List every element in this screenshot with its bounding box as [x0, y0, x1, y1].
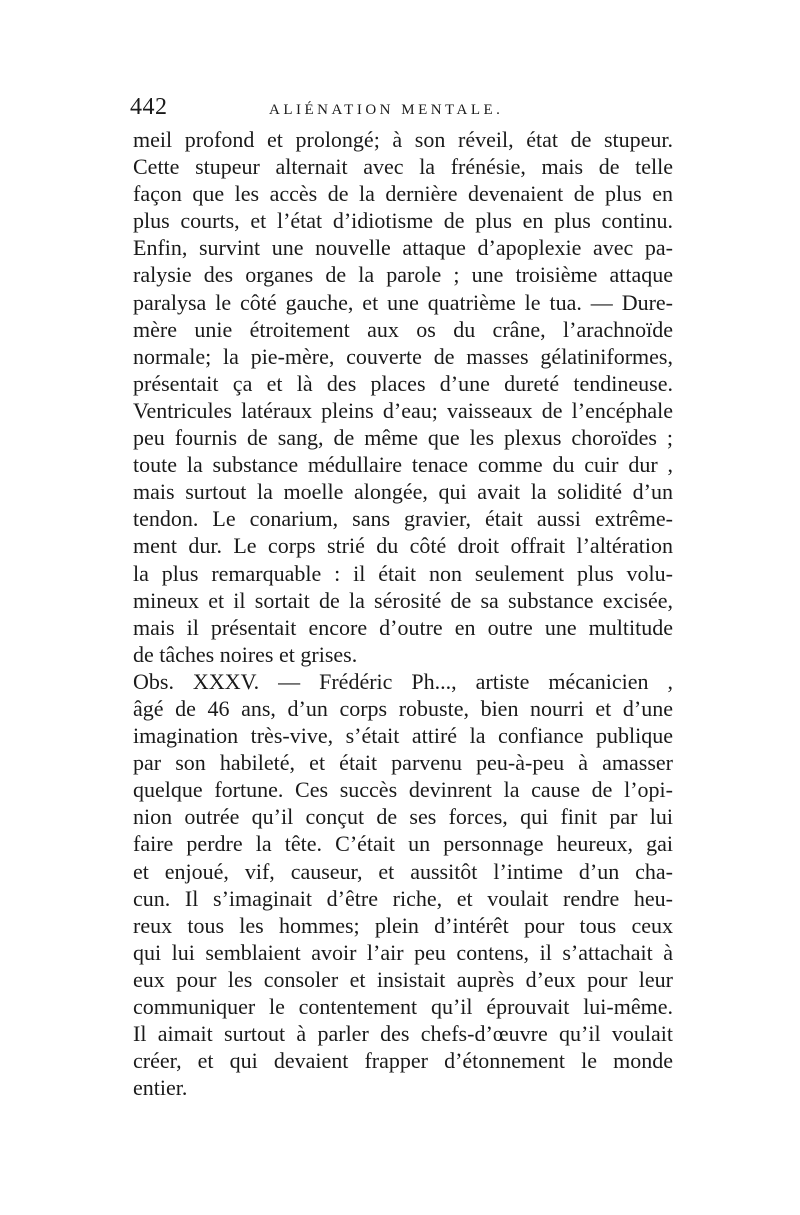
body-text [133, 126, 673, 1101]
text-line: présentait ça et là des places d’une dureté tendineuse. [133, 370, 673, 396]
text-line: communiquer le contentement qu’il éprouvait lui-même. [133, 994, 673, 1019]
text-line: normale; la pie-mère, couverte de masses gélatiniformes, [133, 343, 673, 369]
text-line: mais il présentait encore d’outre en outre une multitude [133, 614, 673, 640]
text-line: entier. [133, 1075, 188, 1101]
text-line: mineux et il sortait de la sérosité de sa substance excisée, [133, 587, 673, 613]
text-line: paralysa le côté gauche, et une quatrième le tua. — Dure- [133, 289, 673, 315]
text-line: la plus remarquable : il était non seulement plus volu- [133, 560, 673, 586]
text-line: faire perdre la tête. C’était un personnage heureux, gai [133, 831, 673, 857]
text-line: Ventricules latéraux pleins d’eau; vaisseaux de l’encéphale [133, 397, 673, 423]
text-line: Il aimait surtout à parler des chefs-d’œuvre qu’il voulait [133, 1021, 673, 1047]
page-header [130, 94, 670, 124]
text-line: créer, et qui devaient frapper d’étonnement le monde [133, 1048, 673, 1074]
text-line: mais surtout la moelle alongée, qui avait la solidité d’un [133, 479, 673, 505]
text-line: Obs. XXXV. — Frédéric Ph..., artiste mécanicien , [133, 668, 673, 694]
text-line: tendon. Le conarium, sans gravier, était aussi extrême- [133, 506, 673, 532]
text-line: meil profond et prolongé; à son réveil, état de stupeur. [133, 127, 673, 152]
text-line: de tâches noires et grises. [133, 641, 358, 667]
text-line: par son habileté, et était parvenu peu-à-peu à amasser [133, 750, 673, 776]
page-number: 442 [130, 94, 168, 120]
text-line: façon que les accès de la dernière devenaient de plus en [133, 181, 673, 207]
text-line: mère unie étroitement aux os du crâne, l’arachnoïde [133, 316, 673, 342]
text-line: plus courts, et l’état d’idiotisme de plus en plus continu. [133, 208, 673, 234]
text-line: toute la substance médullaire tenace comme du cuir dur , [133, 452, 673, 478]
text-line: et enjoué, vif, causeur, et aussitôt l’intime d’un cha- [133, 858, 673, 884]
text-line: ralysie des organes de la parole ; une troisième attaque [133, 262, 673, 288]
text-line: Cette stupeur alternait avec la frénésie, mais de telle [133, 154, 673, 180]
text-line: peu fournis de sang, de même que les plexus choroïdes ; [133, 425, 673, 451]
text-line: qui lui semblaient avoir l’air peu contens, il s’attachait à [133, 939, 673, 965]
text-line: nion outrée qu’il conçut de ses forces, qui finit par lui [133, 804, 673, 830]
text-line: quelque fortune. Ces succès devinrent la cause de l’opi- [133, 777, 673, 803]
running-title: ALIÉNATION MENTALE. [269, 102, 504, 118]
text-line: cun. Il s’imaginait d’être riche, et voulait rendre heu- [133, 885, 673, 911]
text-line: reux tous les hommes; plein d’intérêt pour tous ceux [133, 912, 673, 938]
text-line: ment dur. Le corps strié du côté droit offrait l’altération [133, 533, 673, 559]
text-line: imagination très-vive, s’était attiré la confiance publique [133, 723, 673, 749]
text-line: Enfin, survint une nouvelle attaque d’apoplexie avec pa- [133, 235, 673, 261]
text-line: eux pour les consoler et insistait auprès d’eux pour leur [133, 966, 673, 992]
text-line: âgé de 46 ans, d’un corps robuste, bien nourri et d’une [133, 695, 673, 721]
